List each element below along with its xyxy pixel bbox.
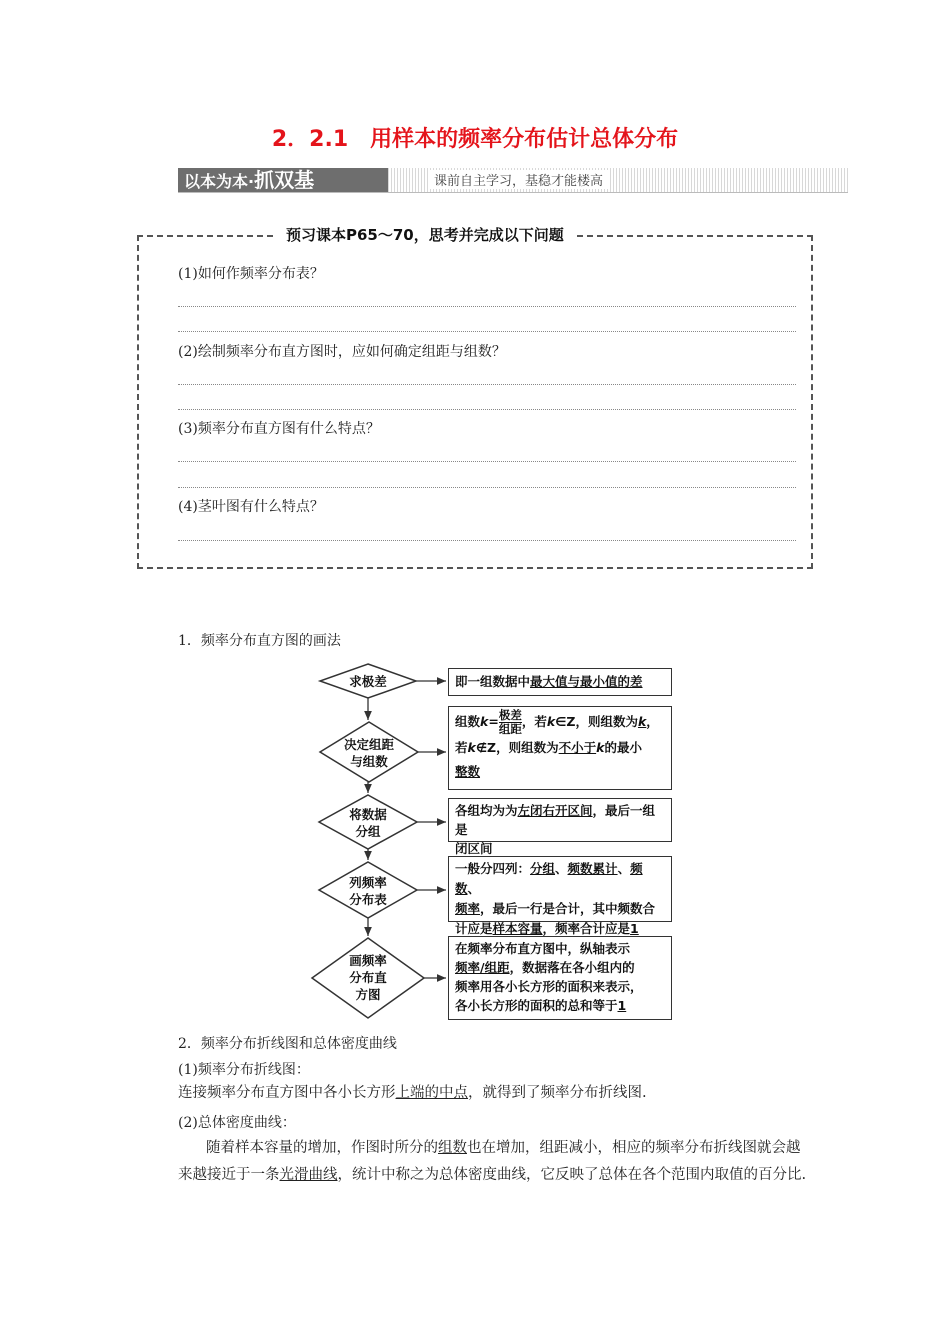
- page-title: 2．2.1 用样本的频率分布估计总体分布: [271, 127, 679, 152]
- step-3-label: 将数据 分组: [349, 807, 387, 839]
- section2-sub2: (2)总体密度曲线：: [178, 1115, 296, 1131]
- section2-p1: 连接频率分布直方图中各小长方形上端的中点，就得到了频率分布折线图.: [178, 1085, 647, 1101]
- section1-heading: 1．频率分布直方图的画法: [178, 633, 341, 649]
- banner-tag-big: 抓双基: [254, 168, 315, 192]
- box-histogram: 在频率分布直方图中，纵轴表示 频率/组距，数据落在各小组内的 频率用各小长方形的面积来表示， 各小长方形的面积的总和等于1: [448, 936, 672, 1020]
- box-range: 即一组数据中最大值与最小值的差: [448, 668, 672, 696]
- section2-p2: 随着样本容量的增加，作图时所分的组数也在增加，组距减小，相应的频率分布折线图就会越来越接近于一条光滑曲线，统计中称之为总体密度曲线，它反映了总体在各个范围内取值的百分比.: [178, 1140, 807, 1183]
- box-freq-table: 一般分四列：分组、频数累计、频数、 频率，最后一行是合计，其中频数合 计应是样本容量，频率合计应是1: [448, 856, 672, 922]
- question-2: (2)绘制频率分布直方图时，应如何确定组距与组数？: [178, 344, 506, 360]
- step-2-label: 决定组距 与组数: [343, 737, 394, 769]
- banner-subtitle: 课前自主学习，基稳才能楼高: [428, 170, 609, 189]
- question-1: (1)如何作频率分布表？: [178, 266, 324, 282]
- section2-sub1: (1)频率分布折线图：: [178, 1062, 310, 1078]
- step-4-label: 列频率 分布表: [349, 875, 387, 907]
- step-5-label: 画频率 分布直 方图: [349, 953, 387, 1002]
- preview-heading: 预习课本P65～70，思考并完成以下问题: [276, 224, 574, 245]
- banner-tag-left: 以本为本·: [184, 172, 255, 191]
- question-3: (3)频率分布直方图有什么特点？: [178, 421, 380, 437]
- box-group-count: 组数k= $\frac{\text{极差}}{\text{组距}}$ ，若k∈Z，则组数为k， 若k∉Z，则组数为不小于k的最小 整数: [448, 706, 672, 790]
- step-1-label: 求极差: [349, 674, 387, 689]
- box-grouping: 各组均为为左闭右开区间，最后一组是 闭区间: [448, 798, 672, 842]
- question-4: (4)茎叶图有什么特点？: [178, 499, 324, 515]
- section2-heading: 2．频率分布折线图和总体密度曲线: [178, 1036, 397, 1052]
